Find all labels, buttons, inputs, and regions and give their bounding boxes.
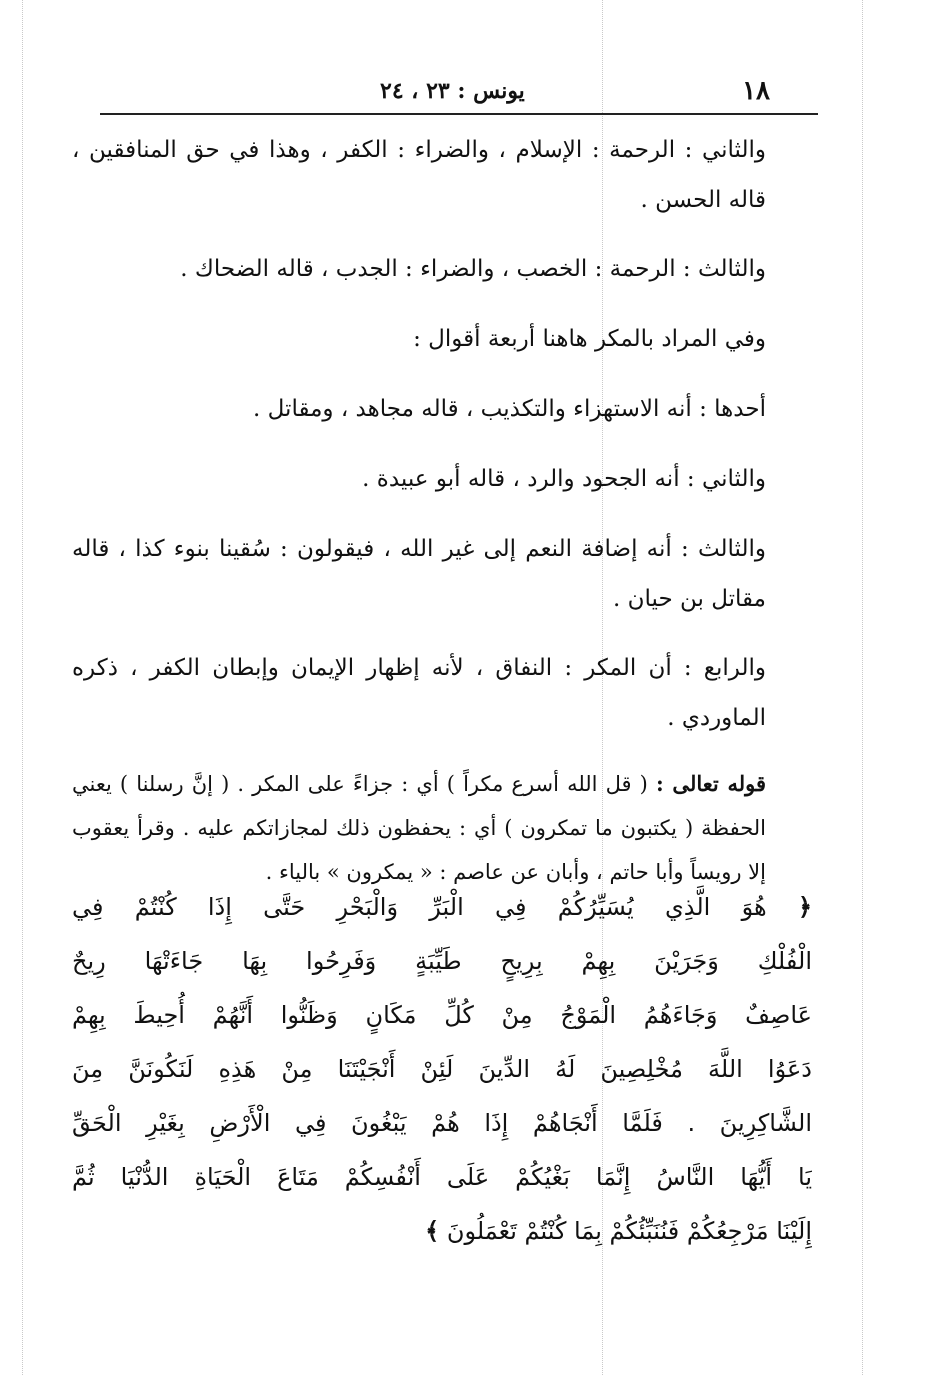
tafsir-lead: قوله تعالى : (655, 771, 766, 796)
scan-guide-line (862, 0, 863, 1375)
verse-line-text: هُوَ الَّذِي يُسَيِّرُكُمْ فِي الْبَرِّ وَالْبَحْرِ حَتَّى إِذَا كُنْتُمْ فِي (72, 893, 767, 921)
verse-line: الْفُلْكِ وَجَرَيْنَ بِهِمْ بِرِيحٍ طَيِّبَةٍ وَفَرِحُوا بِهَا جَاءَتْهَا رِيحٌ (72, 947, 812, 975)
tafsir-text: ( قل الله أسرع مكراً ) أي : جزاءً على المكر . ( إنَّ رسلنا ) يعني الحفظة ( يكتبون ما تمكرون ) أي : يحفظون ذلك لمجازاتكم عليه . وقرأ يعقوب إلا رويساً وأبا حاتم ، وأبان عن عاصم : « يمكرون » بالياء . (72, 772, 766, 884)
page-header (80, 70, 820, 110)
paragraph-makr-second: والثاني : أنه الجحود والرد ، قاله أبو عبيدة . (362, 466, 766, 492)
verse-line: عَاصِفٌ وَجَاءَهُمُ الْمَوْجُ مِنْ كُلِّ مَكَانٍ وَظَنُّوا أَنَّهُمْ أُحِيطَ بِهِمْ (72, 1001, 812, 1029)
page-number: ١٨ (742, 76, 770, 106)
verse-line-text: إِلَيْنَا مَرْجِعُكُمْ فَنُنَبِّئُكُمْ بِمَا كُنْتُمْ تَعْمَلُونَ (446, 1217, 812, 1245)
verse-line: يَا أَيُّهَا النَّاسُ إِنَّمَا بَغْيُكُمْ عَلَى أَنْفُسِكُمْ مَتَاعَ الْحَيَاةِ الدُّنْيَا ثُمَّ (72, 1163, 812, 1191)
scan-guide-line (22, 0, 23, 1375)
paragraph-makr-third: والثالث : أنه إضافة النعم إلى غير الله ، فيقولون : سُقينا بنوء كذا ، قاله مقاتل بن حيان . (72, 536, 766, 612)
tafsir-note (72, 762, 812, 894)
paragraph-makr-intro: وفي المراد بالمكر هاهنا أربعة أقوال : (413, 326, 766, 352)
paragraph-second-view: والثاني : الرحمة : الإسلام ، والضراء : الكفر ، وهذا في حق المنافقين ، قاله الحسن . (72, 137, 766, 213)
commentary-text (72, 125, 812, 894)
verse-line (72, 880, 812, 934)
header-rule (100, 113, 818, 115)
paragraph-makr-first: أحدها : أنه الاستهزاء والتكذيب ، قاله مجاهد ، ومقاتل . (253, 396, 766, 422)
quran-verse-block (72, 880, 812, 1258)
verse-open-bracket: ﴿ (797, 893, 812, 921)
verse-line (72, 1204, 812, 1258)
verse-line: الشَّاكِرِينَ . فَلَمَّا أَنْجَاهُمْ إِذَا هُمْ يَبْغُونَ فِي الْأَرْضِ بِغَيْرِ الْحَقِّ (72, 1109, 812, 1137)
running-title: يونس : ٢٣ ، ٢٤ (380, 78, 525, 104)
tafsir-paragraph (72, 762, 812, 894)
verse-close-bracket: ﴾ (425, 1217, 440, 1245)
verse-line: دَعَوُا اللَّهَ مُخْلِصِينَ لَهُ الدِّينَ لَئِنْ أَنْجَيْتَنَا مِنْ هَذِهِ لَنَكُونَنَّ مِنَ (72, 1055, 812, 1083)
paragraph-makr-fourth: والرابع : أن المكر : النفاق ، لأنه إظهار الإيمان وإبطان الكفر ، ذكره الماوردي . (72, 655, 766, 731)
paragraph-third-view: والثالث : الرحمة : الخصب ، والضراء : الجدب ، قاله الضحاك . (180, 256, 766, 282)
